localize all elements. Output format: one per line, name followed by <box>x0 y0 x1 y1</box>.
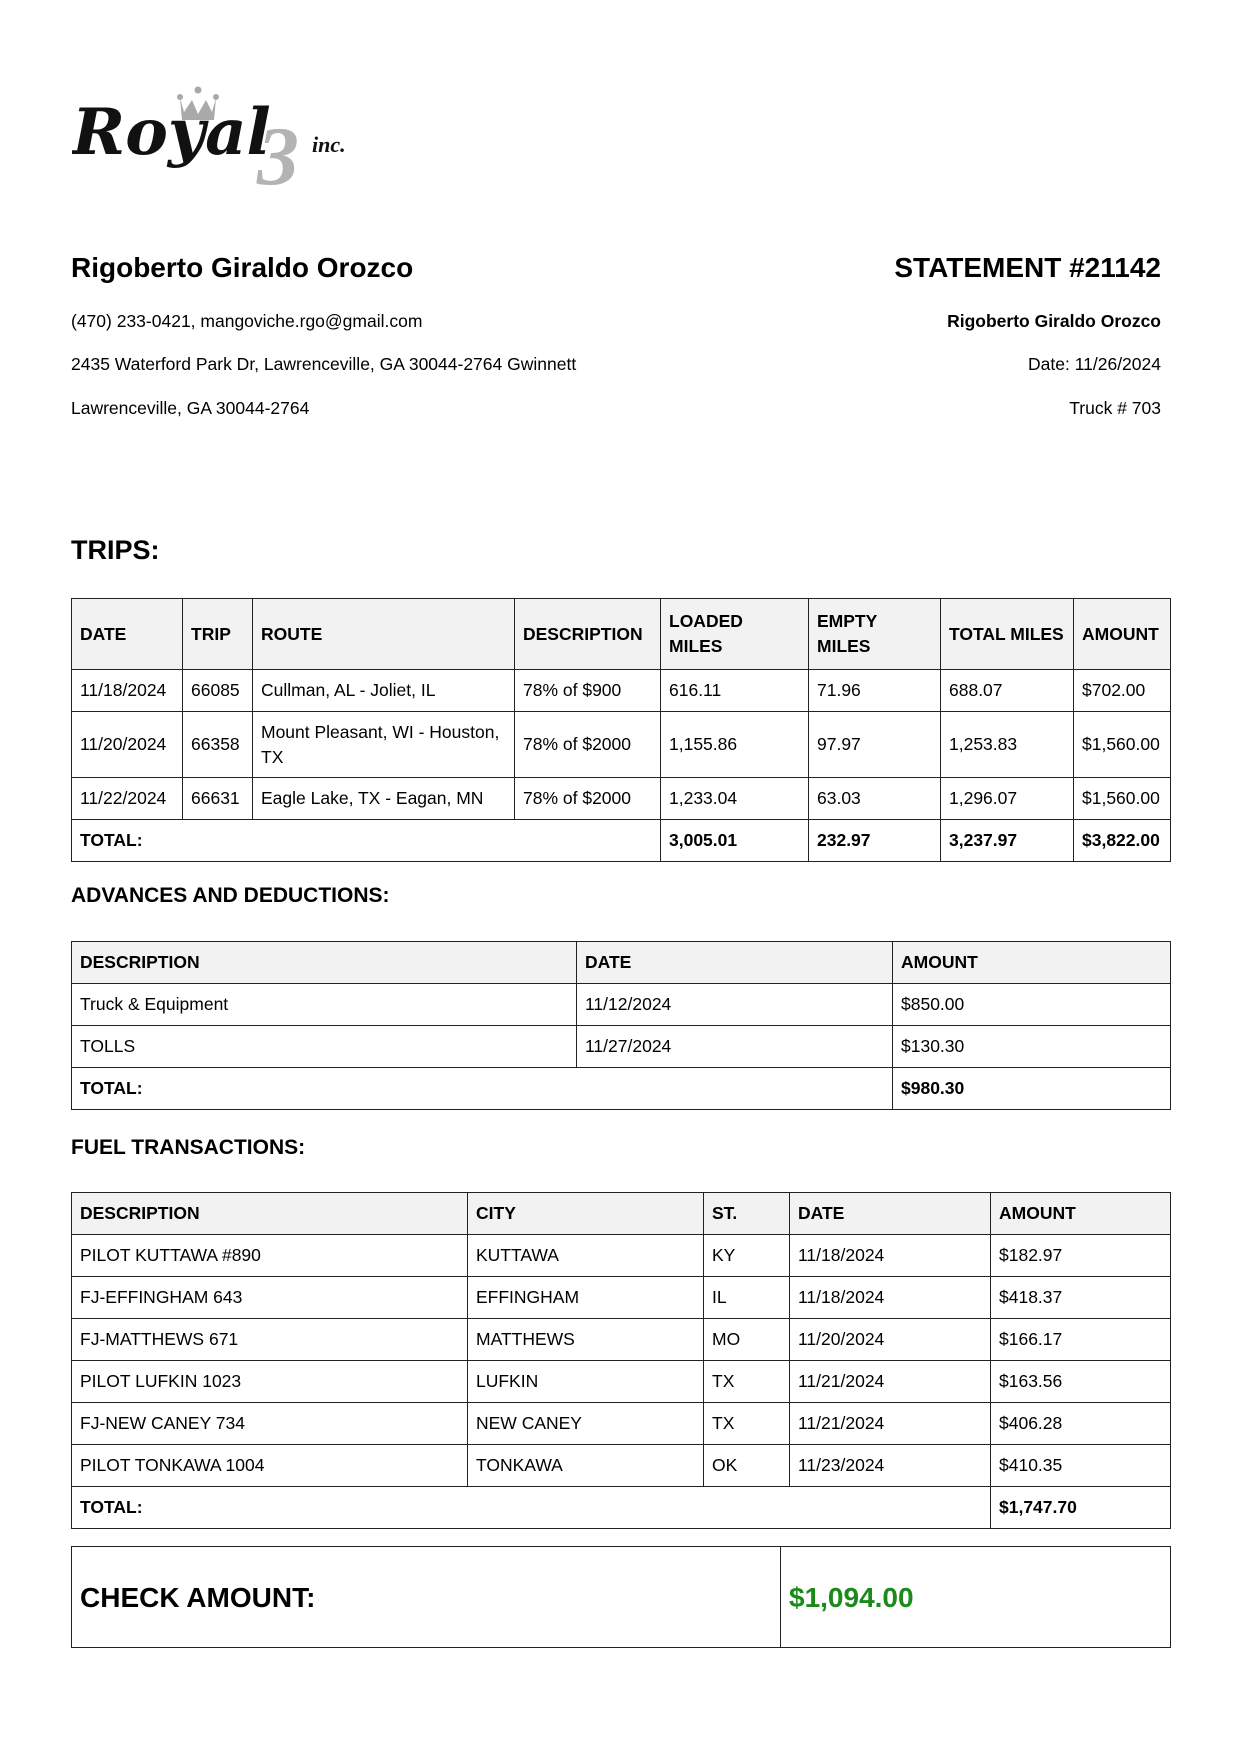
fuel-amount: $406.28 <box>991 1403 1171 1445</box>
fuel-amount: $410.35 <box>991 1445 1171 1487</box>
trip-route: Cullman, AL - Joliet, IL <box>253 670 515 712</box>
trip-date: 11/22/2024 <box>72 778 183 820</box>
advance-amount: $850.00 <box>893 984 1171 1026</box>
fuel-city: EFFINGHAM <box>468 1277 704 1319</box>
fuel-title: FUEL TRANSACTIONS: <box>71 1136 306 1159</box>
statement-name: Rigoberto Giraldo Orozco <box>947 311 1161 331</box>
driver-contact: (470) 233-0421, mangoviche.rgo@gmail.com <box>71 311 423 331</box>
advances-table <box>71 941 1171 1110</box>
fuel-state: KY <box>704 1235 790 1277</box>
fuel-date: 11/23/2024 <box>790 1445 991 1487</box>
col-loaded-miles: LOADED MILES <box>661 599 809 670</box>
advances-title: ADVANCES AND DEDUCTIONS: <box>71 884 390 907</box>
trip-empty-miles: 71.96 <box>809 670 941 712</box>
logo-wordmark: Royal <box>72 95 271 170</box>
trip-empty-miles: 97.97 <box>809 712 941 778</box>
trip-loaded-miles: 1,155.86 <box>661 712 809 778</box>
col-amount: AMOUNT <box>991 1193 1171 1235</box>
trip-empty-miles: 63.03 <box>809 778 941 820</box>
advance-date: 11/27/2024 <box>577 1026 893 1068</box>
trip-total-miles: 688.07 <box>941 670 1074 712</box>
fuel-date: 11/21/2024 <box>790 1403 991 1445</box>
fuel-state: OK <box>704 1445 790 1487</box>
trips-total-loaded: 3,005.01 <box>661 820 809 862</box>
fuel-description: FJ-MATTHEWS 671 <box>72 1319 468 1361</box>
fuel-table <box>71 1192 1171 1529</box>
fuel-amount: $166.17 <box>991 1319 1171 1361</box>
table-row <box>72 1361 1171 1403</box>
table-row <box>72 712 1171 778</box>
trip-amount: $1,560.00 <box>1074 712 1171 778</box>
table-row <box>72 1277 1171 1319</box>
advance-date: 11/12/2024 <box>577 984 893 1026</box>
fuel-amount: $418.37 <box>991 1277 1171 1319</box>
statement-info <box>894 252 1161 418</box>
driver-name: Rigoberto Giraldo Orozco <box>71 252 414 283</box>
trips-total-miles: 3,237.97 <box>941 820 1074 862</box>
trip-description: 78% of $900 <box>515 670 661 712</box>
fuel-amount: $163.56 <box>991 1361 1171 1403</box>
advance-description: Truck & Equipment <box>72 984 577 1026</box>
trips-total-label: TOTAL: <box>72 820 661 862</box>
fuel-description: FJ-EFFINGHAM 643 <box>72 1277 468 1319</box>
fuel-total-row <box>72 1487 1171 1529</box>
trip-number: 66631 <box>183 778 253 820</box>
table-row <box>72 778 1171 820</box>
trip-loaded-miles: 1,233.04 <box>661 778 809 820</box>
check-amount-value: $1,094.00 <box>781 1547 1171 1648</box>
col-state: ST. <box>704 1193 790 1235</box>
col-description: DESCRIPTION <box>72 942 577 984</box>
trip-total-miles: 1,253.83 <box>941 712 1074 778</box>
col-description: DESCRIPTION <box>72 1193 468 1235</box>
table-row <box>72 670 1171 712</box>
fuel-description: PILOT TONKAWA 1004 <box>72 1445 468 1487</box>
trips-table <box>71 598 1171 862</box>
fuel-city: LUFKIN <box>468 1361 704 1403</box>
col-description: DESCRIPTION <box>515 599 661 670</box>
truck-number: Truck # 703 <box>1069 398 1161 418</box>
col-empty-miles: EMPTY MILES <box>809 599 941 670</box>
table-row <box>72 1026 1171 1068</box>
advances-total-row <box>72 1068 1171 1110</box>
col-amount: AMOUNT <box>1074 599 1171 670</box>
fuel-state: TX <box>704 1361 790 1403</box>
table-row <box>72 1445 1171 1487</box>
check-row <box>72 1547 1171 1648</box>
company-logo <box>72 72 392 192</box>
trip-route: Eagle Lake, TX - Eagan, MN <box>253 778 515 820</box>
fuel-header-row <box>72 1193 1171 1235</box>
fuel-state: MO <box>704 1319 790 1361</box>
advances-total-label: TOTAL: <box>72 1068 893 1110</box>
fuel-total-amount: $1,747.70 <box>991 1487 1171 1529</box>
trips-title: TRIPS: <box>71 535 160 565</box>
fuel-city: MATTHEWS <box>468 1319 704 1361</box>
table-row <box>72 1319 1171 1361</box>
trip-amount: $702.00 <box>1074 670 1171 712</box>
logo-numeral: 3 <box>257 110 299 192</box>
driver-city-line: Lawrenceville, GA 30044-2764 <box>71 398 310 418</box>
statement-title: STATEMENT #21142 <box>894 252 1161 283</box>
fuel-description: FJ-NEW CANEY 734 <box>72 1403 468 1445</box>
trip-number: 66085 <box>183 670 253 712</box>
trips-total-amount: $3,822.00 <box>1074 820 1171 862</box>
fuel-state: TX <box>704 1403 790 1445</box>
trip-description: 78% of $2000 <box>515 712 661 778</box>
fuel-total-label: TOTAL: <box>72 1487 991 1529</box>
fuel-date: 11/18/2024 <box>790 1277 991 1319</box>
table-row <box>72 1403 1171 1445</box>
table-row <box>72 1235 1171 1277</box>
advances-total-amount: $980.30 <box>893 1068 1171 1110</box>
check-amount-box <box>71 1546 1171 1648</box>
col-trip: TRIP <box>183 599 253 670</box>
fuel-date: 11/18/2024 <box>790 1235 991 1277</box>
col-date: DATE <box>72 599 183 670</box>
fuel-description: PILOT LUFKIN 1023 <box>72 1361 468 1403</box>
trip-amount: $1,560.00 <box>1074 778 1171 820</box>
driver-address: 2435 Waterford Park Dr, Lawrenceville, GA 30044-2764 Gwinnett <box>71 354 577 374</box>
trip-route: Mount Pleasant, WI - Houston, TX <box>253 712 515 778</box>
table-row <box>72 984 1171 1026</box>
trip-loaded-miles: 616.11 <box>661 670 809 712</box>
statement-date: Date: 11/26/2024 <box>1028 354 1161 374</box>
fuel-description: PILOT KUTTAWA #890 <box>72 1235 468 1277</box>
fuel-city: NEW CANEY <box>468 1403 704 1445</box>
advance-description: TOLLS <box>72 1026 577 1068</box>
trip-description: 78% of $2000 <box>515 778 661 820</box>
col-city: CITY <box>468 1193 704 1235</box>
fuel-city: TONKAWA <box>468 1445 704 1487</box>
advance-amount: $130.30 <box>893 1026 1171 1068</box>
fuel-date: 11/20/2024 <box>790 1319 991 1361</box>
advances-header-row <box>72 942 1171 984</box>
trips-total-empty: 232.97 <box>809 820 941 862</box>
trip-date: 11/20/2024 <box>72 712 183 778</box>
fuel-amount: $182.97 <box>991 1235 1171 1277</box>
col-route: ROUTE <box>253 599 515 670</box>
fuel-state: IL <box>704 1277 790 1319</box>
trip-number: 66358 <box>183 712 253 778</box>
fuel-date: 11/21/2024 <box>790 1361 991 1403</box>
driver-info <box>71 252 577 418</box>
trips-total-row <box>72 820 1171 862</box>
trips-header-row <box>72 599 1171 670</box>
col-amount: AMOUNT <box>893 942 1171 984</box>
trip-date: 11/18/2024 <box>72 670 183 712</box>
check-amount-label: CHECK AMOUNT: <box>72 1547 781 1648</box>
logo-suffix: inc. <box>312 132 346 157</box>
trip-total-miles: 1,296.07 <box>941 778 1074 820</box>
fuel-city: KUTTAWA <box>468 1235 704 1277</box>
col-total-miles: TOTAL MILES <box>941 599 1074 670</box>
col-date: DATE <box>577 942 893 984</box>
col-date: DATE <box>790 1193 991 1235</box>
